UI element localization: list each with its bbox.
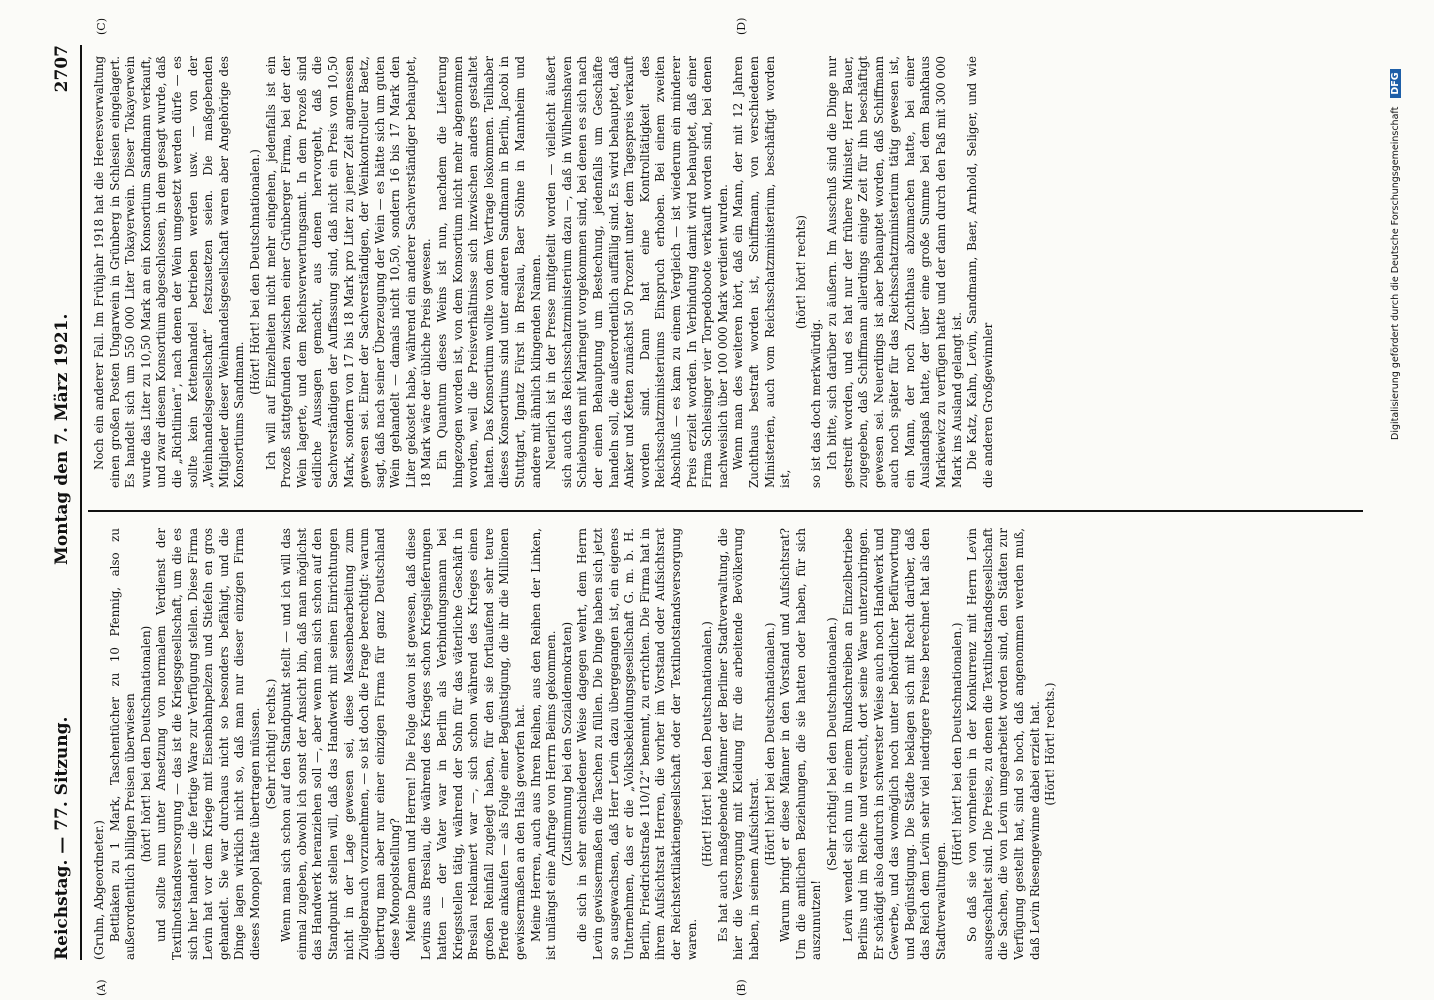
paragraph: Wenn man sich schon auf den Standpunkt stellt — und ich will das einmal zugeben, obwohl ich sonst der Ansicht bin, daß man möglichst das Handwerk heranziehen soll —, aber wenn man sich schon auf den Standpunkt stellen will, daß das Handwerk mit seinen Einrichtungen nicht in der Lage gewesen sei, diese Massenbearbeitung zum Zivilgebrauch vorzunehmen, — so ist doch die Frage berechtigt: warum übertrug man aber nur einer einzigen Firma für ganz Deutschland diese Monopolstellung? [279, 528, 403, 960]
paragraph: Levin wendet sich nun in einem Rundschreiben an Einzelbetriebe Berlins und im Reiche und versucht, dort seine Ware unterzubringen. Er schädigt also dadurch in schwerster Weise auch noch Handwerk und Gewerbe, und das womöglich noch unter behördlicher Befürwortung und Begünstigung. Die Städte beklagen sich mit Recht darüber, daß das Reich dem Levin sehr viel niedrigere Preise berechnet hat als den Stadtverwaltungen. [840, 528, 949, 960]
paragraph: Bettlaken zu 1 Mark, Taschentücher zu 10 Pfennig, also zu außerordentlich billigen Preisen überwiesen [107, 528, 138, 960]
margin-label-a: (A) [95, 979, 108, 996]
interjection: (Sehr richtig! bei den Deutschnationalen.) [824, 617, 839, 871]
interjection: (hört! hört! bei den Deutschnationalen) [138, 625, 153, 863]
header-session: Reichstag. — 77. Sitzung. [52, 716, 72, 960]
paragraph: Meine Damen und Herren! Die Folge davon ist gewesen, daß diese Levins aus Breslau, die während des Krieges schon Kriegslieferungen hatten — der Vater war in Berlin als Verbindungsmann bei Kriegsstellen tätig, während der Sohn für das väterliche Geschäft in Breslau reklamiert war —, sich schon während des Krieges einen großen Reinfall zugelegt haben, für den sie fortlaufend sehr teure Pferde ankaufen — als Folge einer Begünstigung, die ihr die Millionen gewissermaßen an den Hals geworfen hat. [403, 528, 528, 960]
paragraph: Ich bitte, sich darüber zu äußern. Im Ausschuß sind die Dinge nur gestreift worden, und es hat nur der frühere Minister, Herr Bauer, zugegeben, daß Schiffmann allerdings einige Zeit für ihn beschäftigt gewesen sei. Neuerdings ist aber behauptet worden, daß Schiffmann auch noch später für das Reichsschatzministerium tätig gewesen ist, ein Mann, der noch Zuchthaus abzumachen hatte, bei einer Auslandspaß hatte, der über eine große Summe bei dem Bankhaus Markiewicz zu verfügen hatte und der dann durch den Paß mit 300 000 Mark ins Ausland gelangt ist. [824, 56, 964, 488]
interjection: (Hört! Hört! bei den Deutschnationalen.) [247, 149, 262, 395]
paragraph: Die Katz, Kahn, Levin, Sandmann, Baer, Arnhold, Seliger, und wie die anderen Großgewinnler [965, 56, 995, 488]
paragraph: Es hat auch maßgebende Männer der Berliner Stadtverwaltung, die hier die Versorgung mit Kleidung für die arbeitende Bevölkerung haben, in seinem Aufsichtsrat. [715, 528, 761, 960]
credit-text: Digitalisierung gefördert durch die Deutsche Forschungsgemeinschaft [1390, 106, 1401, 440]
interjection: (Hört! Hört! bei den Deutschnationalen.) [700, 621, 715, 867]
digitization-credit [1390, 69, 1401, 440]
interjection: (Sehr richtig! rechts.) [263, 678, 278, 810]
margin-label-c: (C) [95, 18, 108, 35]
interjection: (Hört! hört! bei den Deutschnationalen.) [949, 622, 964, 866]
page-header [52, 45, 82, 960]
paragraph: Ich will auf Einzelheiten nicht mehr eingehen, jedenfalls ist ein Prozeß stattgefunden zwischen einer Grünberger Firma, bei der der Wein lagerte, und dem Reichsverwertungsamt. In dem Prozeß sind eidliche Aussagen gemacht, aus denen hervorgeht, daß die Sachverständigen der Auffassung sind, daß nicht ein Preis von 10,50 Mark, sondern von 17 bis 18 Mark pro Liter zu jener Zeit angemessen gewesen sei. Einer der Sachverständigen, der Weinkontrolleur Baetz, sagt, daß nach seiner Überzeugung der Wein — es hätte sich um guten Wein gehandelt — damals nicht 10,50, sondern 16 bis 17 Mark den Liter gekostet habe, während ein anderer Sachverständiger behauptet, 18 Mark wäre der übliche Preis gewesen. [263, 56, 434, 488]
header-date: Montag den 7. März 1921. [52, 313, 72, 565]
paragraph: Ein Quantum dieses Weins ist nun, nachdem die Lieferung hingezogen worden ist, von dem Konsortium nicht mehr abgenommen worden, weil die Preisverhältnisse sich inzwischen anders gestaltet hatten. Das Konsortium wollte von dem Vertrage loskommen. Teilhaber dieses Konsortiums sind unter anderen Sandmann in Berlin, Jacobi in Stuttgart, Ignatz Fürst in Breslau, Baer Söhne in Mannheim und andere mit ähnlich klingenden Namen. [435, 56, 543, 488]
paragraph: Meine Herren, auch aus Ihren Reihen, aus den Reihen der Linken, ist unlängst eine Anfrage von Herrn Beims gekommen. [528, 528, 559, 960]
dfg-logo: DFG [1390, 69, 1401, 97]
paragraph: und sollte nun unter Ansetzung von normalem Verdienst der Textilnotstandsversorgung — das ist die Kriegsgesellschaft, um die es sich hier handelt — die fertige Ware zur Verfügung stellen. Diese Firma Levin hat vor dem Kriege mit Eisenbahnpelzen und Stiefeln en gros gehandelt. Sie war durchaus nicht so besonders befähigt, und die Dinge lagen wirklich nicht so, daß man nur dieser einzigen Firma dieses Monopol hätte übertragen müssen. [154, 528, 262, 960]
paragraph: Noch ein anderer Fall. Im Frühjahr 1918 hat die Heeresverwaltung einen großen Posten Ungarwein in Grünberg in Schlesien eingelagert. Es handelt sich um 550 000 Liter Tokayerwein. Dieser Tokayerwein wurde das Liter zu 10,50 Mark an ein Konsortium Sandmann verkauft, und zwar diesem Konsortium abgeschlossen, in dem gesagt wurde, daß die „Richtlinien“, nach denen der Wein umgesetzt werden dürfe — es sollte kein Kettenhandel betrieben werden usw. — von der „Weinhandelsgesellschaft“ festzusetzen seien. Die maßgebenden Mitglieder dieser Weinhandelsgesellschaft waren aber Angehörige des Konsortiums Sandmann. [92, 56, 247, 488]
paragraph: So daß sie von vornherein in der Konkurrenz mit Herrn Levin ausgeschaltet sind. Die Preise, zu denen die Textilnotstandsgesellschaft die Sachen, die von Levin umgearbeitet worden sind, den Städten zur Verfügung gestellt hat, sind so hoch, daß angenommen werden muß, daß Levin Riesengewinne dabei erzielt hat. [965, 528, 1042, 960]
header-rule [80, 45, 82, 960]
paragraph: so ist das doch merkwürdig. [809, 318, 824, 488]
interjection: (hört! hört! rechts) [793, 215, 808, 329]
speaker-name: (Gruhn, Abgeordneter.) [92, 820, 106, 960]
paragraph: Wenn man des weiteren hört, daß ein Mann, der mit 12 Jahren Zuchthaus bestraft worden ist, Schiffmann, von verschiedenen Ministerien, auch vom Reichsschatzministerium, beschäftigt worden ist, [731, 56, 793, 488]
interjection: (Hört! Hört! rechts.) [1043, 682, 1058, 806]
margin-label-d: (D) [735, 17, 748, 35]
left-column [92, 528, 1357, 960]
right-column [92, 56, 1357, 488]
paragraph: die sich in sehr entschiedener Weise dagegen wehrt, dem Herrn Levin gewissermaßen die Taschen zu füllen. Die Dinge haben sich jetzt so ausgewachsen, daß Herr Levin dazu übergegangen ist, ein eigenes Unternehmen, das er die „Volksbekleidungsgesellschaft G. m. b. H. Berlin, Friedrichstraße 110/12“ benennt, zu errichten. Die Firma hat in ihrem Aufsichtsrat Herren, die vorher im Vorstand oder Aufsichtsrat der Reichstextilaktiengesellschaft oder der Textilnotstandsversorgung waren. [575, 528, 699, 960]
interjection: (Zustimmung bei den Sozialdemokraten) [559, 621, 574, 867]
paragraph: Neuerlich ist in der Presse mitgeteilt worden — vielleicht äußert sich auch das Reichsschatzministerium dazu —, daß in Wilhelmshaven Schiebungen mit Marinegut vorgekommen sind, bei denen es sich nach der einen Behauptung um Bestechung, jedenfalls um Geschäfte handeln soll, die außerordentlich auffällig sind. Es wird behauptet, daß Anker und Ketten zunächst 50 Prozent unter dem Tagespreis verkauft worden sind. Dann hat eine Kontrolltätigkeit des Reichsschatzministeriums Einspruch erhoben. Bei einem zweiten Abschluß — es kam zu einem Vergleich — ist wiederum ein minderer Preis erzielt worden. In Verbindung damit wird behauptet, daß einer Firma Schlesinger vier Torpedoboote verkauft worden sind, bei denen nachweislich über 100 000 Mark verdient wurden. [544, 56, 730, 488]
interjection: (Hört! hört! bei den Deutschnationalen.) [762, 622, 777, 866]
margin-label-b: (B) [735, 979, 748, 996]
column-divider [88, 510, 1363, 512]
page-number: 2707 [52, 45, 72, 93]
paragraph: Warum bringt er diese Männer in den Vorstand und Aufsichtsrat? Um die amtlichen Beziehungen, die sie hatten oder haben, für sich auszunutzen! [778, 528, 824, 960]
